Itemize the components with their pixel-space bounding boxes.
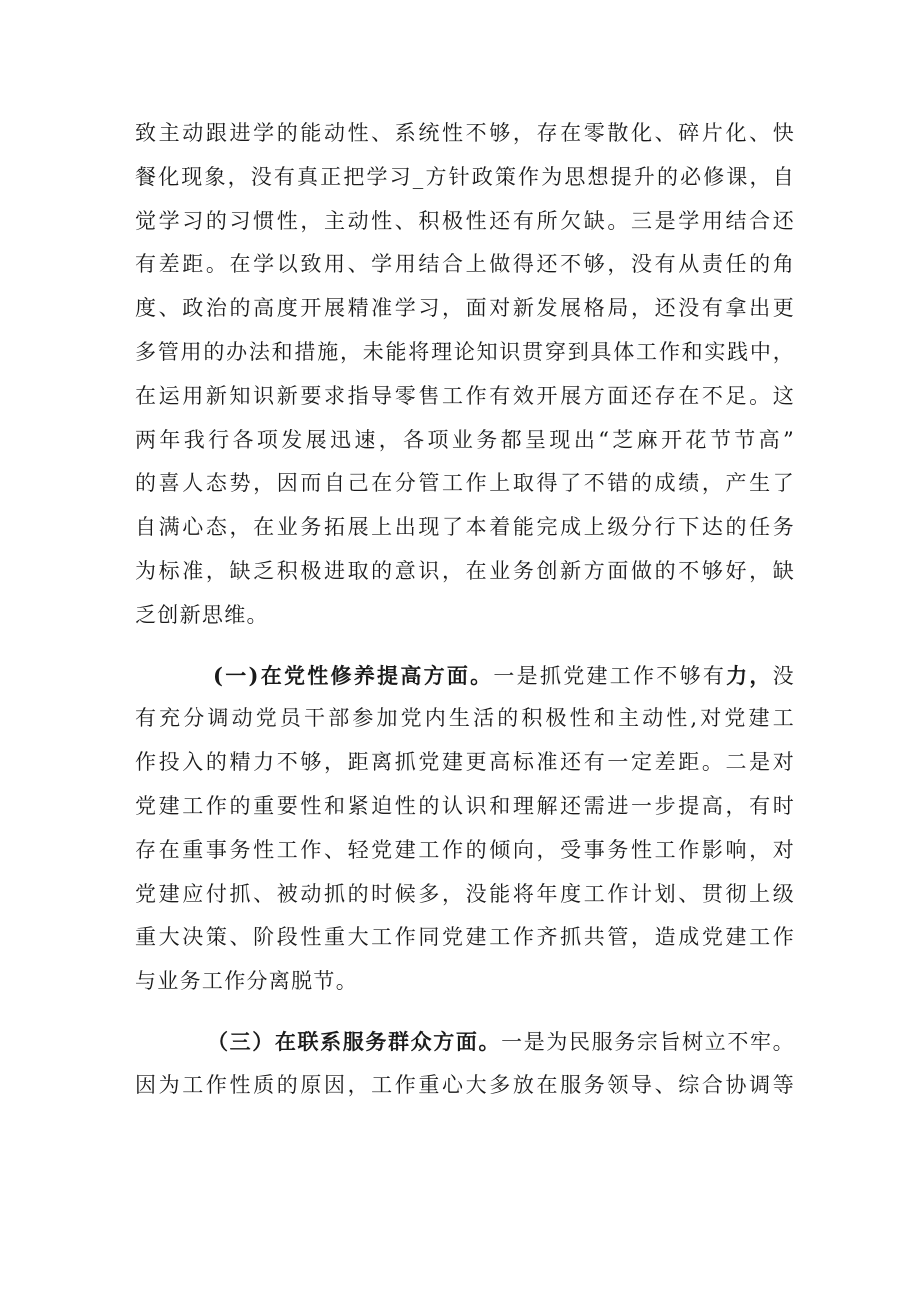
text-line: 多管用的办法和措施，未能将理论知识贯穿到具体工作和实践中， (135, 339, 795, 364)
text-run: 一是抓党建工作不够有 (493, 663, 727, 688)
text-line: 党建应付抓、被动抓的时候多，没能将年度工作计划、贯彻上级 (135, 881, 795, 906)
text-line-first (135, 1020, 795, 1064)
text-line: 有充分调动党员干部参加党内生活的积极性和主动性,对党建工 (135, 706, 795, 731)
text-line: 两年我行各项发展迅速，各项业务都呈现出“芝麻开花节节高” (135, 427, 795, 452)
text-line: 致主动跟进学的能动性、系统性不够，存在零散化、碎片化、快 (135, 121, 795, 145)
text-line: 自满心态，在业务拓展上出现了本着能完成上级分行下达的任务 (135, 515, 795, 540)
text-line-first (135, 654, 795, 698)
text-run: 没 (772, 663, 795, 688)
text-line: 在运用新知识新要求指导零售工作有效开展方面还存在不足。这 (135, 383, 795, 408)
text-line: 餐化现象，没有真正把学习_方针政策作为思想提升的必修课，自 (135, 164, 795, 189)
section-heading-serve-masses: （三）在联系服务群众方面。 (207, 1028, 502, 1054)
text-line: 为标准，缺乏积极进取的意识，在业务创新方面做的不够好，缺 (135, 558, 795, 583)
paragraph-party-spirit (135, 654, 795, 1004)
document-page (135, 112, 795, 1108)
section-heading-party-spirit: (一)在党性修养提高方面。 (213, 662, 494, 688)
text-run: 一是为民服务宗旨树立不牢。 (501, 1029, 795, 1054)
text-run-bold: 力， (726, 662, 773, 688)
paragraph-serve-masses (135, 1020, 795, 1108)
text-line: 重大决策、阶段性重大工作同党建工作齐抓共管，造成党建工作 (135, 925, 795, 950)
text-line: 存在重事务性工作、轻党建工作的倾向，受事务性工作影响，对 (135, 837, 795, 862)
text-line: 与业务工作分离脱节。 (135, 969, 358, 994)
text-line: 有差距。在学以致用、学用结合上做得还不够，没有从责任的角 (135, 252, 795, 277)
text-line: 因为工作性质的原因，工作重心大多放在服务领导、综合协调等 (135, 1072, 795, 1097)
text-line: 的喜人态势，因而自己在分管工作上取得了不错的成绩，产生了 (135, 471, 795, 496)
text-line: 度、政治的高度开展精准学习，面对新发展格局，还没有拿出更 (135, 296, 795, 321)
text-line: 作投入的精力不够，距离抓党建更高标准还有一定差距。二是对 (135, 750, 795, 775)
text-line: 党建工作的重要性和紧迫性的认识和理解还需进一步提高，有时 (135, 793, 795, 818)
text-line: 觉学习的习惯性，主动性、积极性还有所欠缺。三是学用结合还 (135, 208, 795, 233)
text-line: 乏创新思维。 (135, 602, 269, 627)
paragraph-study (135, 112, 795, 638)
